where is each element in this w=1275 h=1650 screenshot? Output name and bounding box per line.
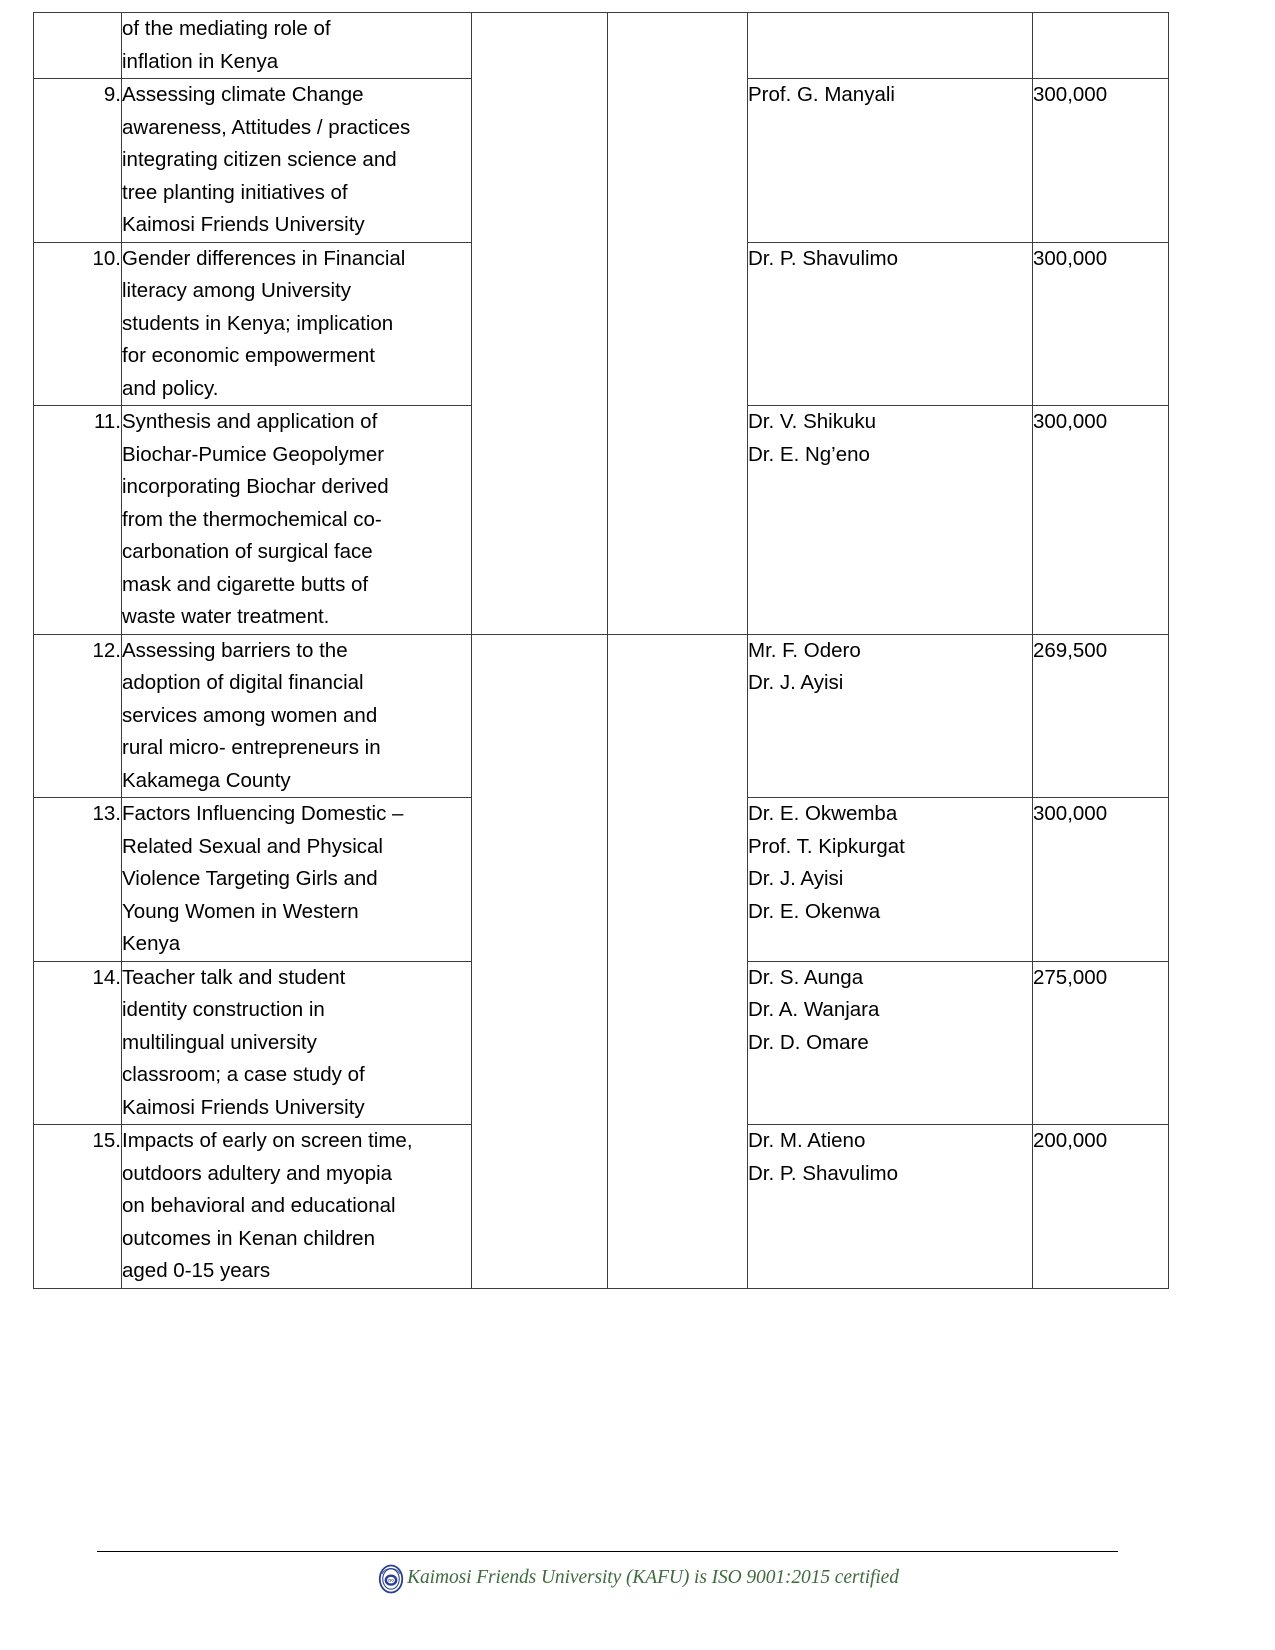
row-number: 9. [103,83,121,106]
title-line: literacy among University [122,279,351,302]
title-line: inflation in Kenya [122,49,279,73]
row-amount-cell [1033,13,1169,79]
row-title-cell [122,242,472,406]
row-number: 13. [92,802,121,825]
researcher-name: Dr. E. Okwemba [748,802,898,825]
row-researchers-cell [748,242,1033,406]
title-line: Synthesis and application of [122,410,378,433]
title-line: outdoors adultery and myopia [122,1161,393,1185]
title-line: on behavioral and educational [122,1194,396,1217]
title-line: identity construction in [122,998,325,1021]
row-researchers-cell [748,79,1033,243]
title-line: classroom; a case study of [122,1063,365,1086]
row-amount-cell [1033,242,1169,406]
title-line: Impacts of early on screen time, [122,1129,413,1152]
row-number-cell [34,406,122,635]
researcher-name: Dr. P. Shavulimo [748,246,899,270]
table-row [34,634,1169,798]
row-researchers-cell [748,1125,1033,1289]
kafu-iso-seal-icon [376,1564,406,1594]
title-line: Biochar-Pumice Geopolymer [122,442,385,466]
title-line: integrating citizen science and [122,148,397,171]
row-title-cell [122,406,472,635]
title-line: mask and cigarette butts of [122,572,369,596]
amount-value: 269,500 [1033,638,1108,662]
title-line: Factors Influencing Domestic – [122,802,404,825]
title-line: Kaimosi Friends University [122,213,365,236]
row-title-cell [122,961,472,1125]
row-number-cell [34,634,122,798]
researcher-name: Dr. D. Omare [748,1030,869,1054]
researcher-name: Mr. F. Odero [748,638,861,662]
row-amount-cell [1033,634,1169,798]
researcher-name: Dr. J. Ayisi [748,867,844,890]
row-amount-cell [1033,798,1169,962]
row-number-cell [34,798,122,962]
row-number-cell [34,961,122,1125]
footer-text: Kaimosi Friends University (KAFU) is ISO 9001:2015 certified [407,1567,899,1588]
researcher-name: Dr. S. Aunga [748,965,864,989]
title-line: Kaimosi Friends University [122,1095,365,1119]
blank-column-b-cell [608,13,748,635]
title-line: rural micro- entrepreneurs in [122,736,381,759]
researcher-name: Dr. E. Ng’eno [748,442,870,466]
researcher-name: Dr. P. Shavulimo [748,1161,899,1185]
title-line: carbonation of surgical face [122,540,373,563]
footer-content [0,1563,1275,1593]
researcher-name: Prof. G. Manyali [748,83,895,106]
title-line: Teacher talk and student [122,965,346,989]
title-line: tree planting initiatives of [122,180,348,204]
row-researchers-cell [748,961,1033,1125]
research-projects-table [33,12,1169,1289]
row-number: 15. [92,1129,121,1152]
title-line: awareness, Attitudes / practices [122,115,411,139]
title-line: adoption of digital financial [122,671,364,694]
blank-column-a-cell [472,634,608,1288]
row-researchers-cell [748,798,1033,962]
row-number: 11. [94,410,121,433]
row-amount-cell [1033,1125,1169,1289]
title-line: aged 0-15 years [122,1259,271,1282]
svg-text:ISO: ISO [388,1578,394,1583]
title-line: outcomes in Kenan children [122,1226,375,1250]
title-line: services among women and [122,703,378,727]
row-title-cell [122,13,472,79]
row-title-cell [122,634,472,798]
researcher-name: Dr. V. Shikuku [748,410,877,433]
title-line: Violence Targeting Girls and [122,867,378,890]
row-number-cell [34,13,122,79]
research-projects-table-wrapper [33,12,1168,1289]
row-number: 10. [92,246,121,270]
blank-column-b-cell [608,634,748,1288]
row-amount-cell [1033,79,1169,243]
row-number-cell [34,242,122,406]
amount-value: 300,000 [1033,83,1108,106]
title-line: Assessing barriers to the [122,638,348,662]
row-number: 14. [92,965,121,989]
amount-value: 275,000 [1033,965,1108,989]
row-title-cell [122,79,472,243]
title-line: and policy. [122,376,219,400]
row-title-cell [122,1125,472,1289]
amount-value: 300,000 [1033,410,1108,433]
title-line: Kenya [122,932,181,955]
title-line: multilingual university [122,1030,317,1054]
title-line: Kakamega County [122,768,291,792]
title-line: from the thermochemical co- [122,507,382,531]
title-line: for economic empowerment [122,344,375,367]
amount-value: 300,000 [1033,802,1108,825]
researcher-name: Dr. M. Atieno [748,1129,866,1152]
row-researchers-cell [748,634,1033,798]
row-number-cell [34,1125,122,1289]
researcher-name: Dr. E. Okenwa [748,899,881,923]
row-researchers-cell [748,406,1033,635]
amount-value: 200,000 [1033,1129,1108,1152]
researcher-name: Dr. J. Ayisi [748,671,844,694]
title-line: of the mediating role of [122,17,331,40]
row-amount-cell [1033,961,1169,1125]
title-line: Young Women in Western [122,899,359,923]
table-row [34,13,1169,79]
title-line: Gender differences in Financial [122,246,406,270]
row-number-cell [34,79,122,243]
researcher-name: Prof. T. Kipkurgat [748,834,905,858]
row-amount-cell [1033,406,1169,635]
row-researchers-cell [748,13,1033,79]
blank-column-a-cell [472,13,608,635]
title-line: students in Kenya; implication [122,311,394,335]
title-line: Assessing climate Change [122,83,364,106]
row-number: 12. [92,638,121,662]
title-line: Related Sexual and Physical [122,834,383,858]
footer-divider [97,1551,1118,1552]
title-line: incorporating Biochar derived [122,475,389,498]
researcher-name: Dr. A. Wanjara [748,998,880,1021]
amount-value: 300,000 [1033,246,1108,270]
row-title-cell [122,798,472,962]
title-line: waste water treatment. [122,605,330,628]
